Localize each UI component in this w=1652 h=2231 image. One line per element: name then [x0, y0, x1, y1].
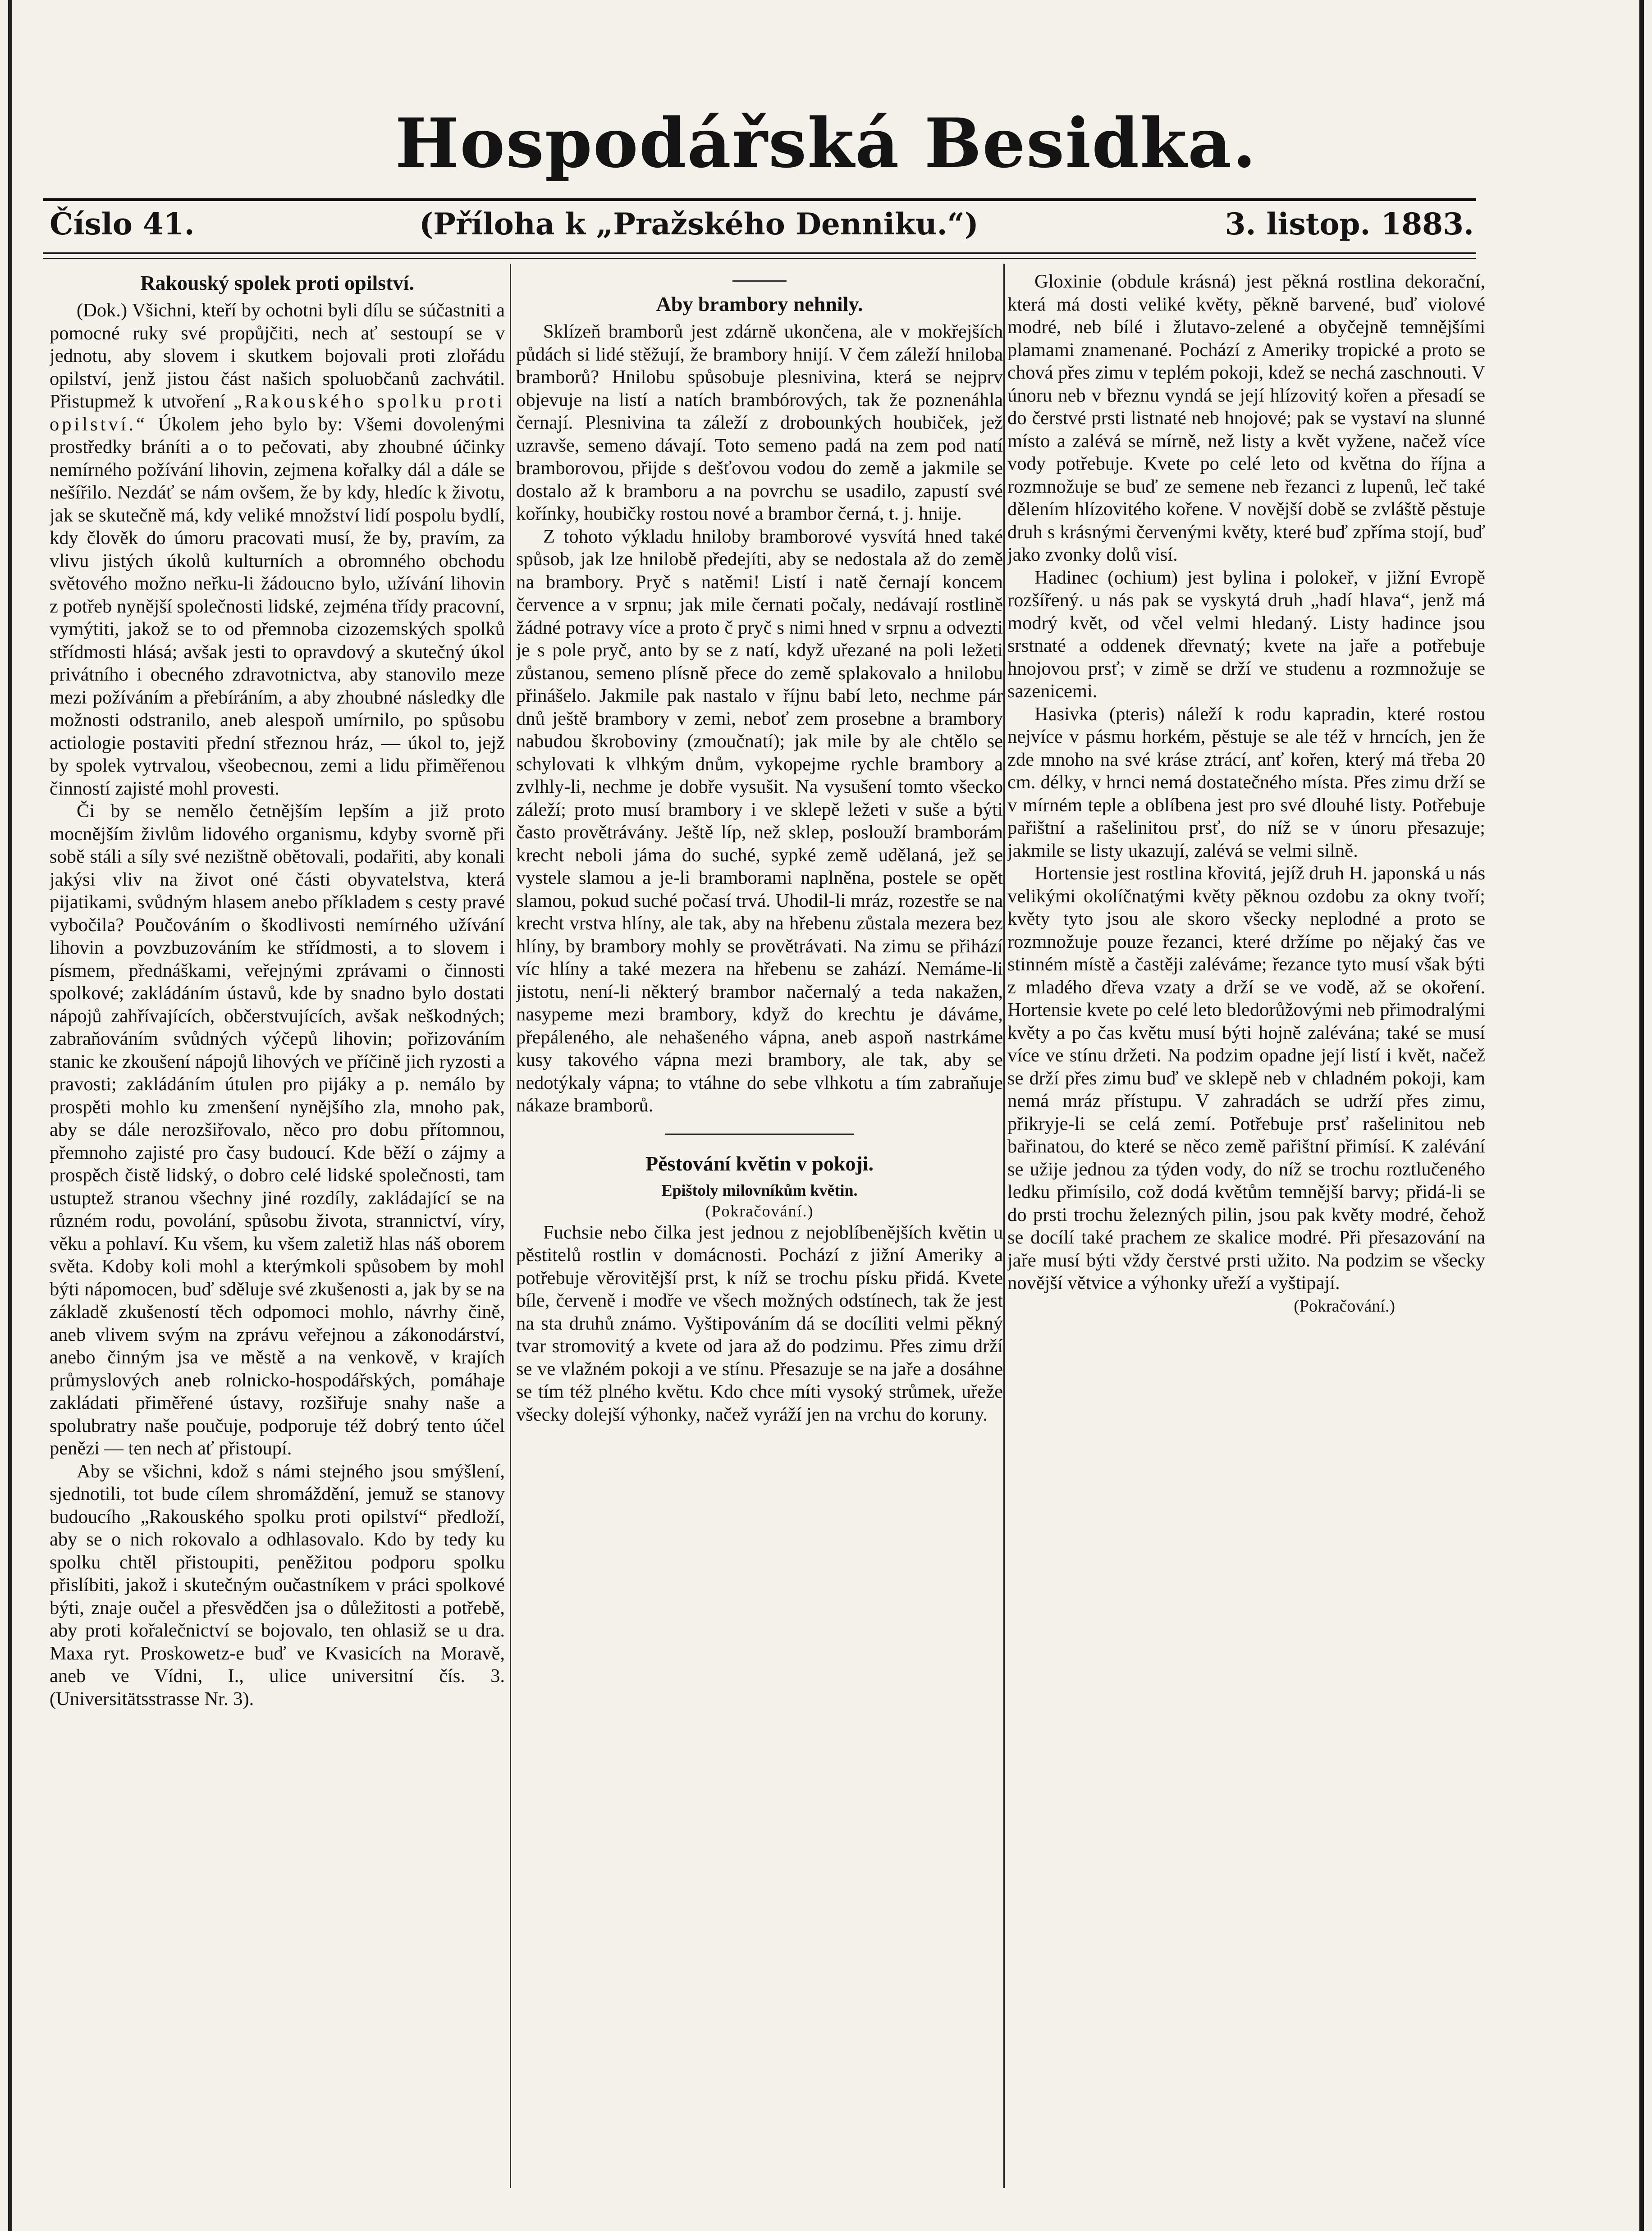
paragraph: Hadinec (ochium) jest bylina i polokeř, v jižní Evropě rozšířený. u nás pak se vyskytá druh „hadí hlava“, jenž má modrý květ, od včel velmi hledaný. Listy hadince jsou srstnaté a oddenek dřevnatý; kvete na jaře a potřebuje hnojovou prsť; v zimě se drží ve studenu a rozmnožuje se sazenicemi.: [1007, 567, 1485, 702]
column-2: [516, 270, 1003, 2186]
paragraph: Hortensie jest rostlina křovitá, jejíž druh H. japonská u nás velikými okolíčnatými květy pěknou ozdobu za okny tvoří; květy tyto jsou ale skoro všecky neplodné a proto se rozmnožuje pouze řezanci, které držíme po nějaký čas ve stinném místě a častěji zaléváme; řezance tyto musí však býti z mladého dřeva vzaty a drží se ve vodě, až se okoření. Hortensie kvete po celé leto bledorůžovými neb přimodralými květy a po čas květu musí býti hojně zalévána; také se musí více ve stínu držeti. Na podzim opadne její listí i květ, načež se drží přes zimu buď ve sklepě neb v chladném pokoji, kam nemá mráz přístupu. V zahradách se udrží přes zimu, přikryje-li se celá zemí. Potřebuje prsť rašelinitou neb bařinatou, do které se něco země pařištní přimísí. K zalévání se užije jednou za týden vody, do níž se trochu roztlučeného ledku přimísilo, což dodá květům temnější barvy; přidá-li se do prsti trochu železných pilin, jsou pak květy modré, čehož se docílí také prachem ze skalice modré. Při přesazování na jaře musí býti vždy čerstvé prsti užito. Na podzim se všecky novější větvice a výhonky uřeží a vyštipají.: [1007, 863, 1485, 1294]
continued-note: (Pokračování.): [1294, 1296, 1395, 1316]
paragraph: Sklízeň bramborů jest zdárně ukončena, ale v mokřejších půdách si lidé stěžují, že brambory hnijí. V čem záleží hniloba bramborů? Hnilobu spůsobuje plesnivina, která se nejprv objevuje na listí a natích brambórových, tak že poznenáhla černají. Plesnivina ta záleží z drobounkých houbiček, jež uzravše, semeno dávají. Toto semeno padá na zem pod natí bramborovou, přijde s dešťovou vodou do země a jakmile se dostalo až k bramboru a na povrchu se usadilo, zapustí své kořínky, houbičky rostou nové a brambor černá, t. j. hnije.: [516, 321, 1003, 524]
column-3: [1007, 270, 1485, 2186]
header-rule-top: [43, 198, 1476, 201]
article-title-temperance: Rakouský spolek proti opilství.: [140, 271, 414, 294]
column-1: [50, 270, 505, 2186]
section-rule: [665, 1134, 854, 1135]
issue-number: Číslo 41.: [50, 206, 195, 242]
header-rule-thin: [43, 258, 1476, 259]
section-dash: [732, 280, 787, 282]
column-divider: [1003, 264, 1005, 2188]
supplement-note: (Příloha k „Pražského Denniku.“): [419, 206, 979, 242]
paragraph: Hasivka (pteris) náleží k rodu kapradin, které rostou nejvíce v pásmu horkém, pěstuje se ale též v hrncích, jen že zde mnoho na své kráse ztrácí, anť kořen, který má třeba 20 cm. délky, v hrnci nemá dostatečného místa. Přes zimu drží se v mírném teple a oblíbena jest pro své dlouhé listy. Potřebuje pařištní a rašelinitou prsť, do níž se v únoru přesazuje; jakmile se listy ukazují, zalévá se velmi silně.: [1007, 703, 1485, 861]
article-subtitle: Epištoly milovníkům květin.: [661, 1181, 858, 1199]
masthead-title: Hospodářská Besidka.: [395, 104, 1257, 183]
paragraph: Z tohoto výkladu hniloby bramborové vysvítá hned také spůsob, jak lze hnilobě předejíti, aby se nedostala až do země na brambory. Pryč s natěmi! Listí i natě černají koncem července a v srpnu; jak mile černati počaly, nedávají rostlině žádné potravy více a proto č pryč s nimi hned v srpnu a odvezti je s pole pryč, anto by se z natí, když uřezané na poli ležeti zůstanou, semeno plísně přece do země splakovalo a hnilobu přinášelo. Jakmile pak nastalo v říjnu babí leto, nechme pár dnů ještě brambory v zemi, neboť zem prosebne a brambory nabudou škroboviny (zmoučnatí); jak mile by ale chtělo se schylovati k vlhkým dnům, vykopejme rychle brambory a zvlhly-li, nechme je dobře vysušit. Na vysušení tomto všecko záleží; proto musí brambory i ve sklepě ležeti v suše a býti často provětrávány. Ještě líp, než sklep, poslouží bramborám krecht neboli jáma do suché, sypké země udělaná, jež se vystele slamou a je-li bramborami naplněna, postele se opět slamou, pokud suché počasí trvá. Uhodil-li mráz, rozestře se na krecht vrstva hlíny, ale tak, aby na hřebenu zůstala mezera bez hlíny, by brambory mohly se provětrávati. Na zimu se přihází víc hlíny a také mezera na hřebenu se zahází. Nemáme-li jistotu, není-li některý brambor načernalý a teda nakažen, nasypeme mezi brambory, když do krechtu je dáváme, přepáleného, ale nehašeného vápna, aneb aspoň nastrkáme kusy takového vápna mezi brambory, ale tak, aby se nedotýkaly vápna; to vtáhne do sebe vlhkotu a tím zabraňuje nákaze bramborů.: [516, 526, 1003, 1116]
scan-border-right: [1639, 0, 1644, 2231]
column-divider: [510, 264, 511, 2188]
issue-date: 3. listop. 1883.: [1225, 206, 1474, 242]
paragraph: Gloxinie (obdule krásná) jest pěkná rostlina dekorační, která má dosti veliké květy, pěkně barvené, buď violové modré, neb bílé i žlutavo-zelené a obyčejně temnějšími plamami znamenané. Pochází z Ameriky tropické a proto se chová přes zimu v teplém pokoji, kdež se nechá zaschnouti. V únoru neb v březnu vyndá se její hlízovitý kořen a přesadí se do čerstvé prsti listnaté neb hnojové; pak se vystaví na slunné místo a zalévá se mírně, než listy a květ vyžene, načež více vody potřebuje. Kvete po celé leto od května do října a rozmnožuje se buď ze semene neb řezanci z lupenů, leč také dělením hlízovitého kořene. V novější době se zvláště pěstuje druh s krásnými červenými květy, které buď zpříma stojí, buď jako zvonky dolů visí.: [1007, 271, 1485, 565]
society-name: „Rakouského spolku proti opilství.“: [50, 391, 505, 435]
article-title-potatoes: Aby brambory nehnily.: [656, 293, 863, 315]
paragraph: Fuchsie nebo čilka jest jednou z nejoblíbenějších květin u pěstitelů rostlin v domácnosti. Pochází z jižní Ameriky a potřebuje věrovitější prst, k níž se trochu písku přidá. Kvete bíle, červeně i modře ve všech možných odstínech, tak že jest na sta druhů známo. Vyštipováním dá se docíliti velmi pěkný tvar stromovitý a kvete od jara až do podzimu. Přes zimu drží se ve vlažném pokoji a ve stínu. Přesazuje se na jaře a dosáhne se tím též plného květu. Kdo chce míti vysoký strůmek, uřeže všecky dolejší výhonky, načež vyráží jen na vrchu do koruny.: [516, 1221, 1003, 1425]
issue-line: [50, 206, 1474, 251]
paragraph-text: Úkolem jeho bylo by: Všemi dovolenými prostředky bráníti a o to pečovati, aby zhoubné účinky nemírného požívání lihovin, zejmena kořalky dál a dále se nešířilo. Nezdáť se nám ovšem, že by kdy, hledíc k životu, jak se skutečně má, kdy veliké množství lidí pospolu bydlí, kdy člověk do úmoru pracovati musí, že by, pravím, za vlivu jistých úkolů kulturních a obromného obchodu světového možno neřku-li žádoucno bylo, užívání lihovin z potřeb nynější společnosti lidské, zejména třídy pracovní, vymýtiti, jakož se to od přemnoba cizozemských spolků střídmosti hlásá; avšak jesti to opravdový a skutečný úkol privátního i obecného zdravotnictva, aby stanovilo meze mezi požíváním a přebíráním, a aby zhoubné následky dle možnosti odstranilo, aneb alespoň umírnilo, po spůsobu actiologie postaviti přední střeznou hráz, — úkol to, jejž by spolek vytrvalou, všeobecnou, zemi a lidu přiměřenou činností zajisté mohl provesti.: [50, 413, 505, 799]
paragraph-text: (Dok.) Všichni, kteří by ochotni byli dílu se súčastniti a pomocné ruky své propůjčiti, nech ať sestoupí se v jednotu, aby slovem i skutkem bojovali proti zlořádu opilství, jenž jistou část našich spoluobčanů zachvátil. Přistupmež k utvoření: [50, 300, 505, 412]
paragraph: Či by se nemělo četnějším lepším a již proto mocnějším živlům lidového organismu, kdyby svorně při sobě stáli a síly své nezištně obětovali, podařiti, aby konali jakýsi vliv na život oné části obyvatelstva, která pijatikami, svůdným hlasem anebo příkladem s cesty pravé vybočila? Poučováním o škodlivosti nemírného užívání lihovin a povzbuzováním ke střídmosti, a to slovem i písmem, přednáškami, veřejnými zprávami o činnosti spolkové; zakládáním ústavů, kde by snadno bylo dostati nápojů zahřívajících, občerstvujících, avšak neškodných; zabraňováním svůdných výčepů lihovin; pořizováním stanic ke zkoušení nápojů lihových ve příčině jich ryzosti a pravosti; zakládáním útulen pro pijáky a p. nemálo by prospěti mohlo ku zmenšení nynějšího zla, mnoho pak, aby se dále nerozšiřovalo, něco pro dobu přítomnou, přemnoho zajisté pro časy budoucí. Kde běží o zájmy a prospěch čistě lidský, o dobro celé lidské společnosti, tam ustuptež stranou všechny jiné rozdíly, zakládající se na různém rodu, povolání, spůsobu života, strannictví, víry, věku a pohlaví. Ku všem, ku všem zaletiž hlas náš oborem světa. Kdoby koli mohl a kterýmkoli spůsobem by mohl býti nápomocen, buď sděluje své zkušenosti a, jak by se na základě zkušeností těch odpomoci mohlo, návrhy čině, aneb vlivem svým na zprávu veřejnou a zákonodárství, anebo činným jsa ve městě a na venkově, v krajích průmyslových aneb rolnicko-hospodářských, pomáhaje zakládati přiměřené ústavy, rozšiřuje snahy naše a spolubratry naše poučuje, podporuje též dobrý tento účel penězi — ten nech ať přistoupí.: [50, 800, 505, 1459]
scan-border-left: [8, 0, 12, 2231]
paragraph: Aby se všichni, kdož s námi stejného jsou smýšlení, sjednotili, tot bude cílem shromáždění, jemuž se stanovy budoucího „Rakouského spolku proti opilství“ předloží, aby se o nich rokovalo a odhlasovalo. Kdo by tedy ku spolku chtěl přistoupiti, peněžitou podporu spolku přislíbiti, jakož i skutečným oučastníkem v práci spolkové býti, znaje oučel a přesvědčen jsa o důležitosti a potřebě, aby proti kořalečnictví se bojovalo, ten ohlasiž se u dra. Maxa ryt. Proskowetz-e buď ve Kvasicích na Moravě, aneb ve Vídni, I., ulice universitní čís. 3. (Universitätsstrasse Nr. 3).: [50, 1460, 505, 1710]
paragraph: [50, 299, 505, 800]
continuation-note: (Pokračování.): [705, 1202, 814, 1220]
article-title-flowers: Pěstování květin v pokoji.: [645, 1152, 874, 1175]
header-rule-bottom: [43, 252, 1476, 254]
